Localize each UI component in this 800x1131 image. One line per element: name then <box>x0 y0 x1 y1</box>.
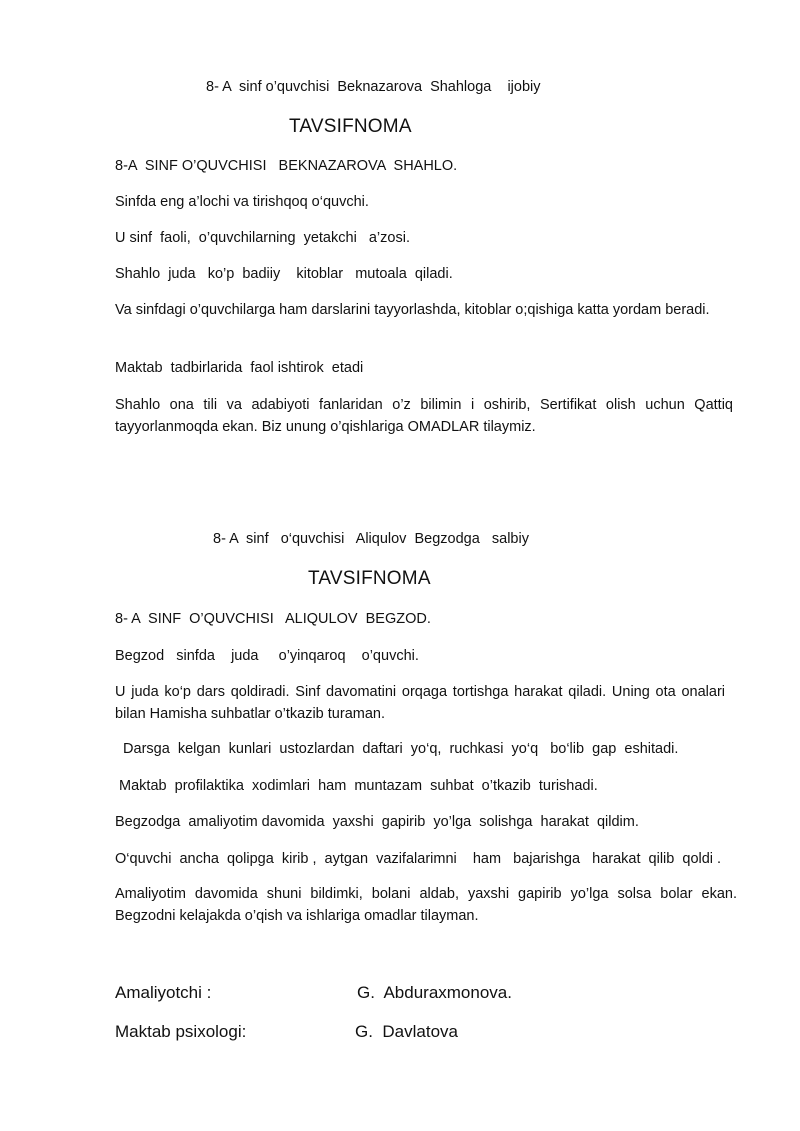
positive-reference-heading: 8- A sinf o’quvchisi Beknazarova Shahloga ijobiy <box>206 79 541 95</box>
paragraph: Maktab tadbirlarida faol ishtirok etadi <box>115 360 364 376</box>
negative-reference-subject: 8- A SINF O’QUVCHISI ALIQULOV BEGZOD. <box>115 611 431 627</box>
positive-reference-subject: 8-A SINF O’QUVCHISI BEKNAZAROVA SHAHLO. <box>115 158 458 174</box>
paragraph: Darsga kelgan kunlari ustozlardan daftari yo‘q, ruchkasi yo‘q bo‘lib gap eshitadi. <box>115 741 679 757</box>
paragraph: U juda ko‘p dars qoldiradi. Sinf davomatini orqaga tortishga harakat qiladi. Uning ota onalari bilan Hamisha suhbatlar o’tkazib turaman. <box>115 684 725 722</box>
positive-reference-title: TAVSIFNOMA <box>289 116 412 137</box>
paragraph: O‘quvchi ancha qolipga kirib , aytgan vazifalarimni ham bajarishga harakat qilib qoldi . <box>115 851 722 867</box>
paragraph: Sinfda eng a’lochi va tirishqoq o‘quvchi. <box>115 194 369 210</box>
negative-reference-title: TAVSIFNOMA <box>308 568 431 589</box>
paragraph: Shahlo juda ko’p badiiy kitoblar mutoala qiladi. <box>115 266 453 282</box>
paragraph: Va sinfdagi o’quvchilarga ham darslarini tayyorlashda, kitoblar o;qishiga katta yordam beradi. <box>115 302 710 318</box>
paragraph: Maktab profilaktika xodimlari ham muntazam suhbat o’tkazib turishadi. <box>115 778 598 794</box>
psychologist-name: G. Davlatova <box>355 1022 458 1041</box>
practitioner-name: G. Abduraxmonova. <box>357 983 512 1002</box>
paragraph: Begzod sinfda juda o’yinqaroq o’quvchi. <box>115 648 419 664</box>
paragraph: Amaliyotim davomida shuni bildimki, bolani aldab, yaxshi gapirib yo’lga solsa bolar ekan. Begzodni kelajakda o’qish va ishlariga omadlar tilayman. <box>115 886 737 924</box>
negative-reference-heading: 8- A sinf o‘quvchisi Aliqulov Begzodga salbiy <box>213 531 529 547</box>
practitioner-label: Amaliyotchi : <box>115 983 212 1002</box>
paragraph: Shahlo ona tili va adabiyoti fanlaridan o’z bilimin i oshirib, Sertifikat olish uchun Qattiq tayyorlanmoqda ekan. Biz unung o’qishlariga OMADLAR tilaymiz. <box>115 397 733 435</box>
psychologist-label: Maktab psixologi: <box>115 1022 247 1041</box>
paragraph: Begzodga amaliyotim davomida yaxshi gapirib yo’lga solishga harakat qildim. <box>115 814 639 830</box>
paragraph: U sinf faoli, o’quvchilarning yetakchi a’zosi. <box>115 230 410 246</box>
